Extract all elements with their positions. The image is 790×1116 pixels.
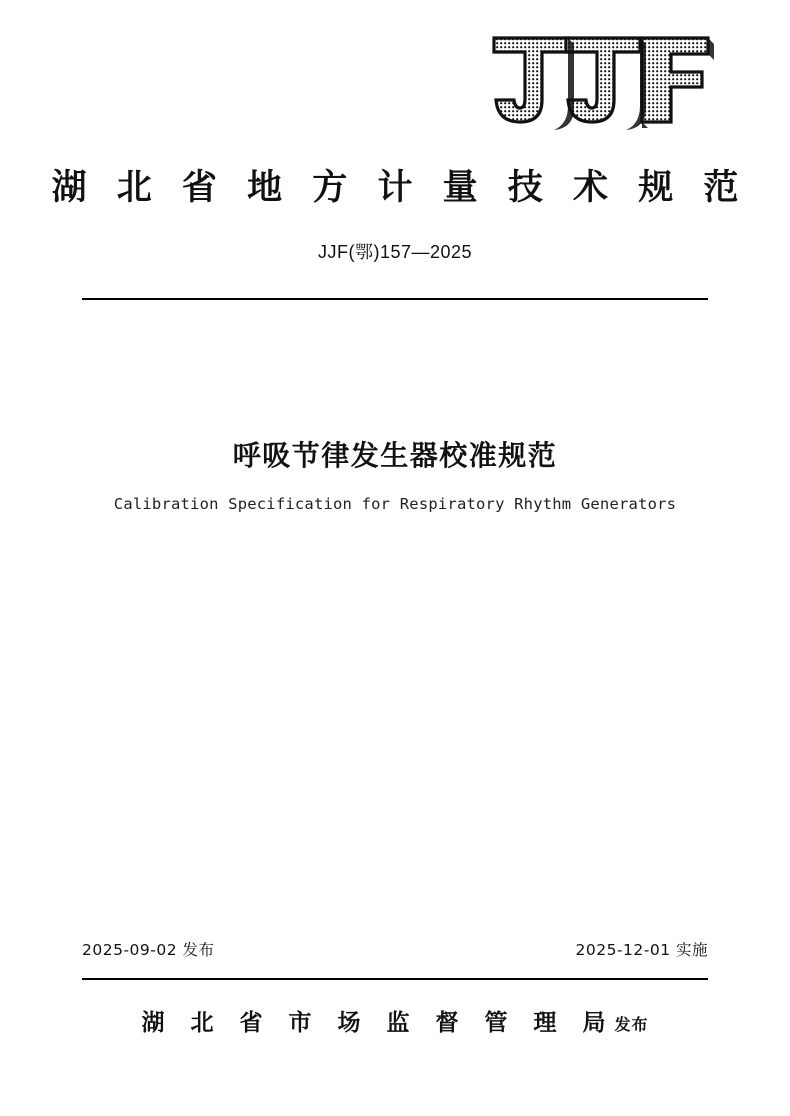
effective-date: 2025-12-01 实施 (575, 941, 708, 959)
logo-container (0, 30, 790, 140)
issuer-line (0, 1004, 790, 1037)
issue-date: 2025-09-02 发布 (82, 941, 215, 959)
issuer-name: 湖 北 省 市 场 监 督 管 理 局 (141, 1009, 615, 1036)
series-title: 湖 北 省 地 方 计 量 技 术 规 范 (51, 167, 748, 208)
date-row (82, 938, 708, 960)
divider-top (82, 298, 708, 300)
jjf-logo-icon (484, 30, 714, 135)
document-title-cn: 呼吸节律发生器校准规范 (232, 439, 558, 472)
divider-bottom (82, 978, 708, 980)
standard-number: JJF(鄂)157—2025 (317, 242, 473, 262)
issuer-verb: 发布 (614, 1015, 649, 1034)
document-title-en: Calibration Specification for Respiratory Rhythm Generators (113, 495, 677, 513)
